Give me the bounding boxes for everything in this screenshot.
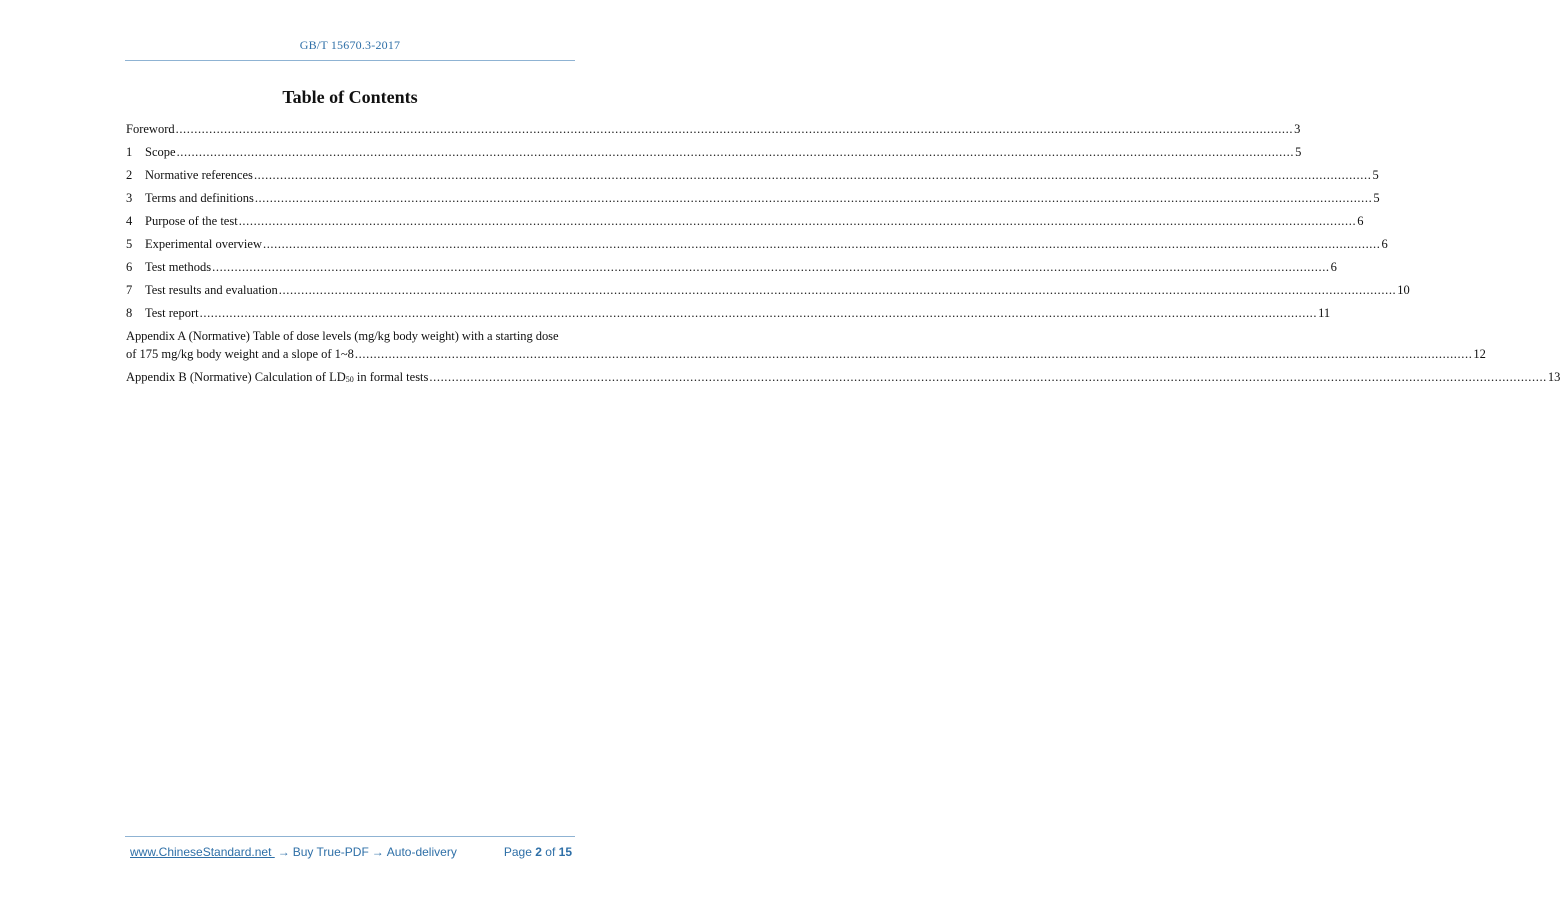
toc-entry-text-line1: Appendix A (Normative) Table of dose levels (mg/kg body weight) with a starting dose: [126, 329, 559, 343]
footer-divider: [125, 836, 575, 837]
site-link[interactable]: www.ChineseStandard.net: [130, 845, 275, 859]
toc-entry-text: Test results and evaluation: [145, 283, 278, 297]
buy-pdf-label[interactable]: Buy True-PDF: [292, 845, 369, 859]
arrow-right-icon: →: [277, 845, 290, 859]
toc-entry-number: 4: [126, 214, 133, 228]
document-code-header: GB/T 15670.3-2017: [299, 38, 401, 52]
toc-dot-leader: ............................................................................................................................................................................................................................................................................................................: [176, 145, 1295, 159]
toc-entry-normative-references[interactable]: [126, 167, 1379, 190]
toc-entry-text: Terms and definitions: [145, 191, 254, 205]
toc-entry-number: 5: [126, 237, 133, 251]
toc-entry-page: 5: [1372, 168, 1379, 182]
toc-entry-number: 2: [126, 168, 133, 182]
toc-entry-text: Purpose of the test: [145, 214, 238, 228]
toc-entry-page: 6: [1357, 214, 1364, 228]
page-indicator: [504, 845, 572, 859]
toc-entry-page: 5: [1295, 145, 1302, 159]
toc-entry-page: 5: [1373, 191, 1380, 205]
appendix-b-text-after: in formal tests: [353, 370, 429, 384]
page-label: Page: [503, 845, 532, 859]
toc-entry-terms-definitions[interactable]: [126, 190, 1380, 213]
toc-entry-page: 12: [1473, 347, 1486, 361]
toc-entry-text-line2: of 175 mg/kg body weight and a slope of 1~8: [126, 347, 354, 361]
toc-entry-foreword[interactable]: [126, 121, 1301, 144]
toc-entry-text: Foreword: [126, 122, 175, 136]
toc-entry-test-report[interactable]: [126, 305, 1331, 328]
toc-dot-leader: ............................................................................................................................................................................................................................................................................................................: [212, 260, 1330, 274]
toc-entry-page: 13: [1547, 370, 1560, 384]
toc-dot-leader: ............................................................................................................................................................................................................................................................................................................: [354, 347, 1473, 361]
toc-entry-scope[interactable]: [126, 144, 1302, 167]
toc-entry-experimental-overview[interactable]: [126, 236, 1388, 259]
toc-entry-text: Normative references: [145, 168, 253, 182]
toc-entry-number: 3: [126, 191, 133, 205]
header-divider: [125, 60, 575, 61]
toc-entry-results-evaluation[interactable]: [126, 282, 1410, 305]
toc-entry-page: 3: [1294, 122, 1301, 136]
toc-entry-number: 1: [126, 145, 133, 159]
appendix-b-text-before: Appendix B (Normative) Calculation of LD: [126, 370, 346, 384]
toc-entry-text: [126, 369, 428, 387]
toc-entry-page: 6: [1330, 260, 1337, 274]
table-of-contents: [126, 121, 1560, 392]
toc-entry-appendix-b[interactable]: [126, 369, 1560, 392]
toc-dot-leader: ............................................................................................................................................................................................................................................................................................................: [253, 168, 1372, 182]
of-label: of: [545, 845, 556, 859]
toc-dot-leader: ............................................................................................................................................................................................................................................................................................................: [278, 283, 1397, 297]
current-page-number: 2: [535, 845, 542, 859]
footer-promo: [130, 845, 457, 859]
toc-dot-leader: ............................................................................................................................................................................................................................................................................................................: [199, 306, 1318, 320]
toc-dot-leader: ............................................................................................................................................................................................................................................................................................................: [429, 370, 1547, 384]
toc-entry-purpose[interactable]: [126, 213, 1364, 236]
toc-entry-text: Test methods: [145, 260, 212, 274]
toc-dot-leader: ............................................................................................................................................................................................................................................................................................................: [262, 237, 1381, 251]
toc-entry-number: 6: [126, 260, 133, 274]
toc-dot-leader: ............................................................................................................................................................................................................................................................................................................: [254, 191, 1373, 205]
toc-entry-number: 7: [126, 283, 133, 297]
toc-entry-page: 11: [1318, 306, 1331, 320]
toc-entry-page: 6: [1381, 237, 1388, 251]
page-footer: [130, 845, 572, 859]
ld-subscript: 50: [345, 375, 354, 384]
toc-entry-number: 8: [126, 306, 133, 320]
arrow-right-icon: →: [371, 845, 384, 859]
toc-entry-text: Test report: [145, 306, 199, 320]
toc-dot-leader: ............................................................................................................................................................................................................................................................................................................: [175, 122, 1294, 136]
toc-entry-text: Scope: [145, 145, 176, 159]
toc-entry-test-methods[interactable]: [126, 259, 1337, 282]
toc-entry-text: Experimental overview: [145, 237, 262, 251]
auto-delivery-label: Auto-delivery: [386, 845, 457, 859]
toc-dot-leader: ............................................................................................................................................................................................................................................................................................................: [238, 214, 1357, 228]
total-pages-number: 15: [558, 845, 572, 859]
toc-title: Table of Contents: [282, 87, 418, 107]
toc-entry-page: 10: [1397, 283, 1410, 297]
toc-entry-appendix-a[interactable]: [126, 328, 1486, 369]
